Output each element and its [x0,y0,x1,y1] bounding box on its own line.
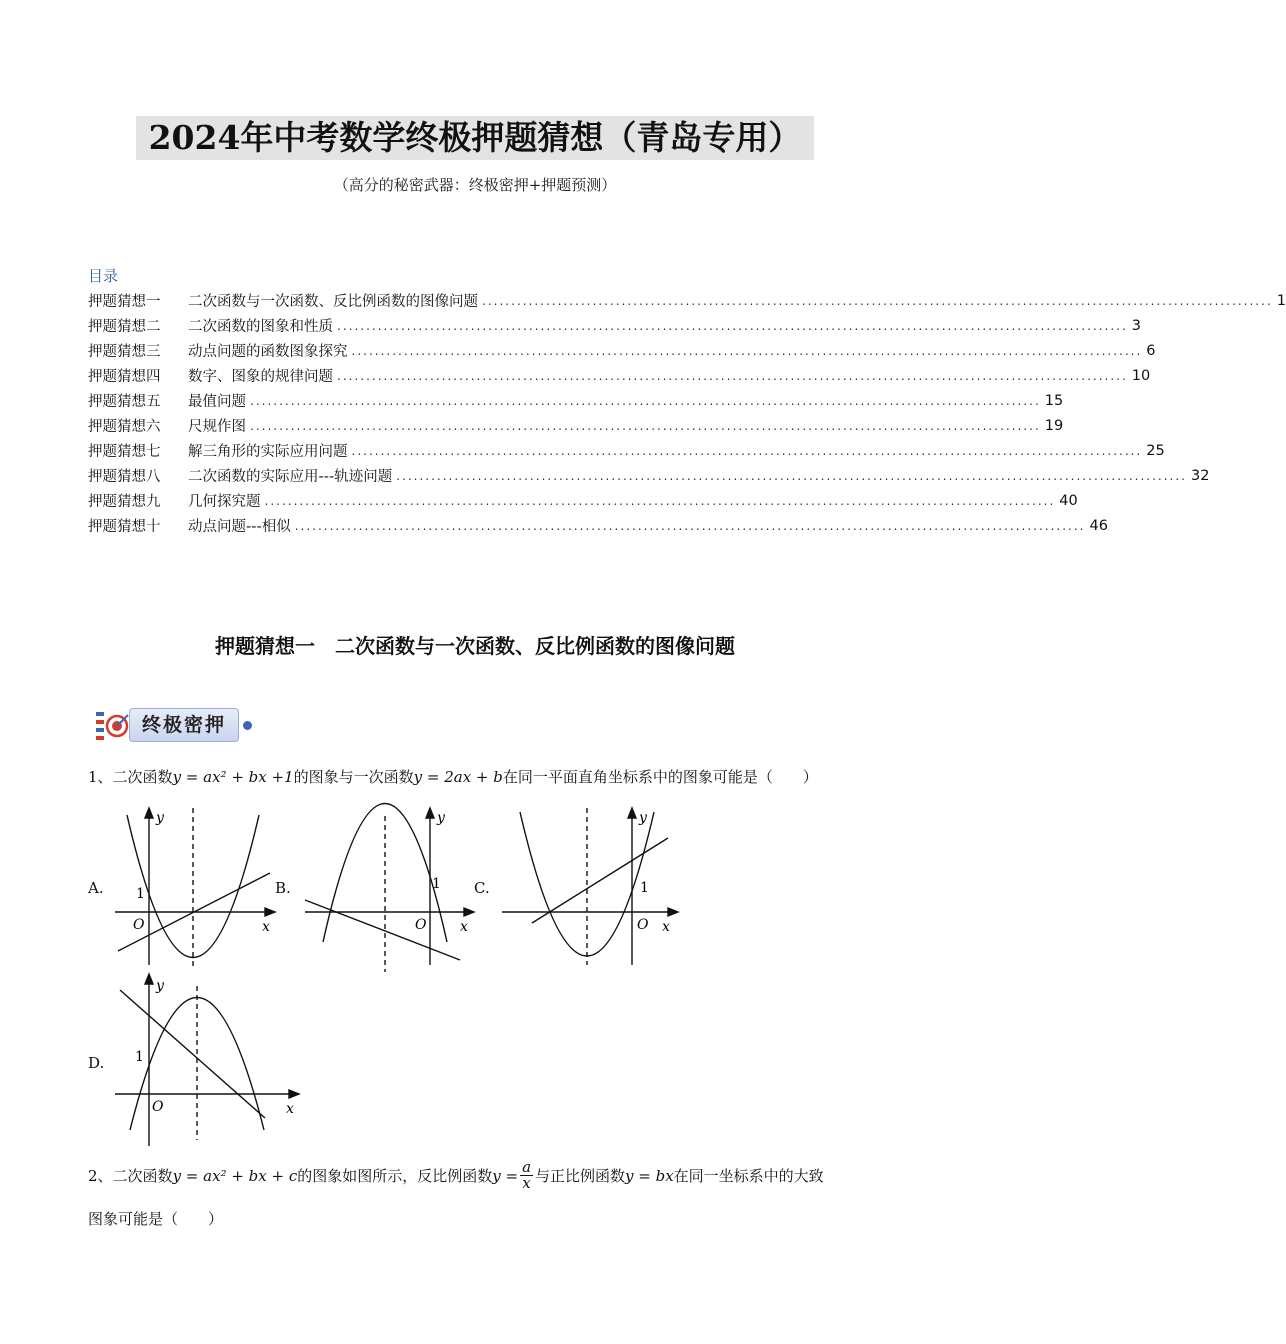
question-text: 在同一坐标系中的大致 [673,1167,824,1185]
toc-leader: ........................................................................................................................................ [482,293,1273,308]
toc-item-name: 押题猜想九 [88,494,161,510]
toc-item-name: 押题猜想三 [88,344,161,360]
origin-label: O [637,917,649,933]
y-label: y [156,978,164,994]
x-label: x [286,1101,294,1117]
toc-item-name: 押题猜想五 [88,394,161,410]
x-axis-arrow [289,1090,299,1098]
toc-item-page: 40 [1059,492,1078,509]
toc-leader: ........................................................................................................................................ [351,343,1143,358]
question-text: 的图象如图所示，反比例函数 [297,1167,493,1185]
toc-item-page: 3 [1131,317,1141,334]
intercept-label: 1 [640,880,649,896]
toc-leader: ........................................................................................................................................ [264,493,1056,508]
toc-item-page: 25 [1146,442,1165,459]
intercept-label: 1 [135,1049,144,1065]
x-label: x [662,919,670,935]
option-a-label[interactable]: A. [88,879,104,897]
toc-item-name: 押题猜想一 [88,294,161,310]
fraction-numerator: a [522,1158,532,1176]
formula: y = ax² + bx + c [172,1166,298,1185]
y-axis-arrow [145,974,153,984]
fraction-denominator: x [522,1174,531,1192]
page-title: 2024年中考数学终极押题猜想（青岛专用） [136,116,814,160]
toc-item-topic: 数字、图象的规律问题 [188,369,333,385]
toc-item-page: 32 [1190,467,1210,484]
toc-item-topic: 最值问题 [188,394,246,410]
toc-leader: ........................................................................................................................................ [351,443,1143,458]
toc-leader: ........................................................................................................................................ [396,468,1187,483]
toc-item-page: 1 [1276,292,1286,309]
toc-leader: ........................................................................................................................................ [337,368,1128,383]
question-text: 的图象与一次函数 [293,768,414,786]
toc-item-name: 押题猜想四 [88,369,161,385]
origin-label: O [133,917,145,933]
y-label: y [437,810,445,826]
option-d-label[interactable]: D. [88,1054,105,1072]
origin-label: O [152,1099,164,1115]
toc-item-page: 10 [1131,367,1151,384]
toc-item-page: 19 [1044,417,1064,434]
toc-item-topic: 二次函数与一次函数、反比例函数的图像问题 [188,294,478,310]
y-label: y [156,810,164,826]
question-2 [88,1160,824,1191]
intercept-label: 1 [432,876,441,892]
page-subtitle: （高分的秘密武器：终极密押+押题预测） [333,176,617,194]
x-label: x [262,919,270,935]
section-title: 押题猜想一 二次函数与一次函数、反比例函数的图像问题 [215,634,735,658]
y-label: y [639,810,647,826]
question-text: 在同一平面直角坐标系中的图象可能是（ ） [502,768,818,786]
toc-item-topic: 动点问题的函数图象探究 [188,344,348,360]
toc-item-topic: 动点问题---相似 [188,519,291,535]
toc-heading: 目录 [88,267,119,285]
toc-item-name: 押题猜想二 [88,319,161,335]
toc-item-name: 押题猜想十 [88,519,161,535]
toc-item-topic: 二次函数的实际应用---轨迹问题 [188,469,393,485]
x-label: x [460,919,468,935]
formula: y = bx [625,1166,674,1185]
toc-item-page: 6 [1146,342,1156,359]
option-b-label[interactable]: B. [275,879,291,897]
toc-item-topic: 解三角形的实际应用问题 [188,444,348,460]
toc-item-name: 押题猜想七 [88,444,161,460]
toc-item-name: 押题猜想六 [88,419,161,435]
question-text: 与正比例函数 [535,1167,626,1185]
toc-leader: ........................................................................................................................................ [250,418,1041,433]
formula: y = [492,1166,519,1185]
toc-leader: ........................................................................................................................................ [337,318,1128,333]
toc-item-topic: 二次函数的图象和性质 [188,319,333,335]
formula: y = 2ax + b [413,768,503,786]
intercept-label: 1 [136,886,145,902]
toc-item-name: 押题猜想八 [88,469,161,485]
origin-label: O [415,917,427,933]
question-number: 1、 [88,768,113,786]
toc-item-page: 15 [1044,392,1064,409]
option-c-label[interactable]: C. [474,879,490,897]
toc-item-topic: 几何探究题 [188,494,261,510]
toc-leader: ........................................................................................................................................ [250,393,1041,408]
fraction [520,1160,533,1191]
question-text: 二次函数 [112,1167,173,1185]
question-number: 2、 [88,1167,113,1185]
badge-label: 终极密押 [129,708,239,742]
question-2-line-2: 图象可能是（ ） [88,1210,224,1228]
toc-item-topic: 尺规作图 [188,419,246,435]
toc-item-page: 46 [1089,517,1108,534]
question-text: 二次函数 [112,768,173,786]
toc-leader: ........................................................................................................................................ [294,518,1086,533]
formula: y = ax² + bx +1 [172,768,294,786]
